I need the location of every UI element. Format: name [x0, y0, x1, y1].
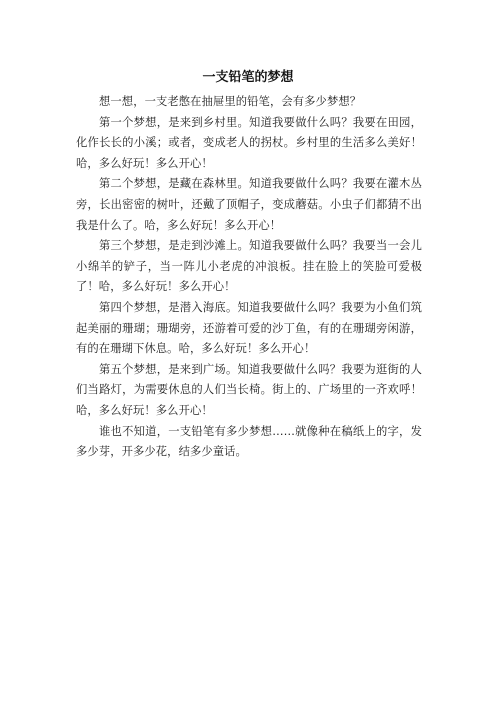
- paragraph-dream-4: 第四个梦想，是潜入海底。知道我要做什么吗？我要为小鱼们筑起美丽的珊瑚；珊瑚旁，还游着可爱的沙丁鱼，有的在珊瑚旁闲游，有的在珊瑚下休息。哈，多么好玩！多么开心！: [76, 300, 422, 356]
- paragraph-dream-2: 第二个梦想，是藏在森林里。知道我要做什么吗？我要在灌木丛旁，长出密密的树叶，还戴了顶帽子，变成蘑菇。小虫子们都猜不出我是什么了。哈，多么好玩！多么开心！: [76, 177, 422, 232]
- paragraph-dream-5: 第五个梦想，是来到广场。知道我要做什么吗？我要为逛街的人们当路灯，为需要休息的人们当长椅。街上的、广场里的一齐欢呼！哈，多么好玩！多么开心！: [76, 362, 422, 417]
- paragraph-dream-1: 第一个梦想，是来到乡村里。知道我要做什么吗？我要在田园，化作长长的小溪；或者，变成老人的拐杖。乡村里的生活多么美好！哈，多么好玩！多么开心！: [76, 115, 422, 170]
- document-title: 一支铅笔的梦想: [202, 70, 294, 85]
- document-body: [76, 92, 422, 463]
- paragraph-dream-3: 第三个梦想，是走到沙滩上。知道我要做什么吗？我要当一会儿小绵羊的铲子，当一阵儿小老虎的冲浪板。挂在脸上的笑脸可爱极了！哈，多么好玩！多么开心！: [76, 239, 422, 294]
- paragraph-intro: 想一想，一支老憋在抽屉里的铅笔，会有多少梦想？: [99, 95, 362, 108]
- paragraph-conclusion: 谁也不知道，一支铅笔有多少梦想……就像种在稿纸上的字，发多少芽，开多少花，结多少童话。: [76, 424, 422, 459]
